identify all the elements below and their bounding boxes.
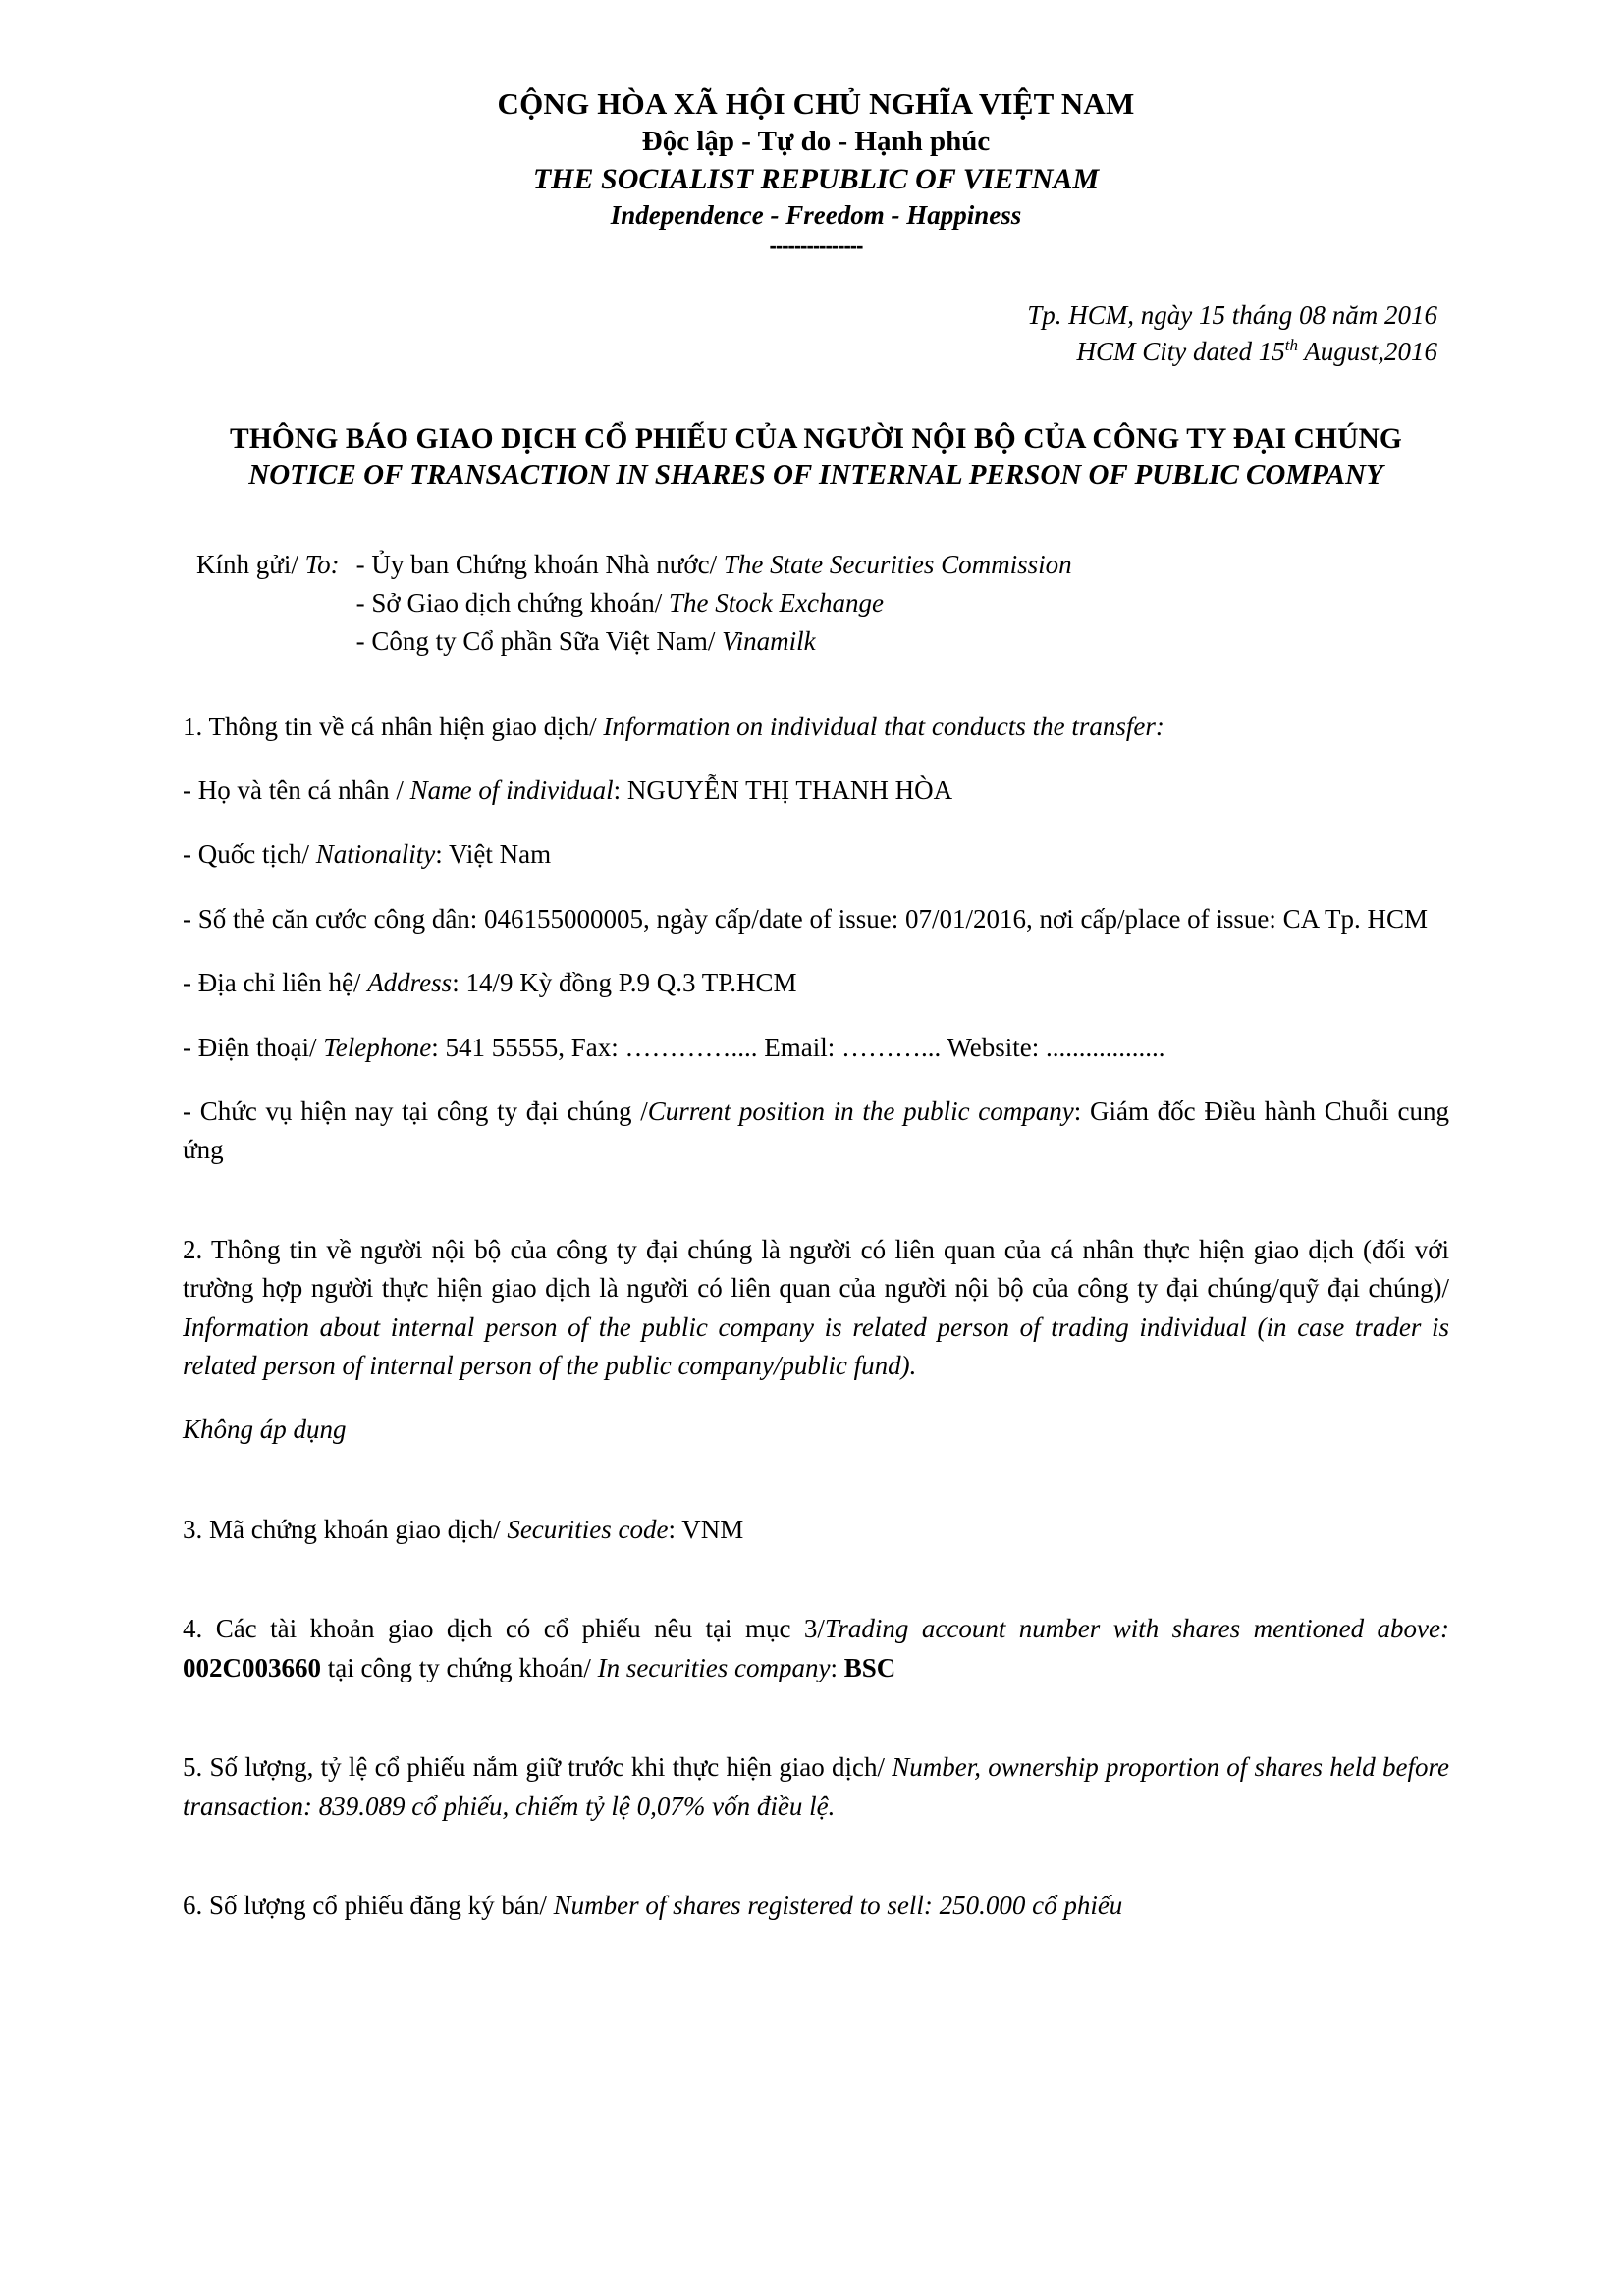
address-value: : 14/9 Kỳ đồng P.9 Q.3 TP.HCM <box>452 968 797 998</box>
recipients-row <box>196 546 1449 661</box>
recipients-label-en: To: <box>298 549 340 579</box>
individual-name-label-vi: - Họ và tên cá nhân / <box>183 775 410 805</box>
recipient-en: The Stock Exchange <box>669 587 884 617</box>
section-2-text <box>183 1231 1449 1386</box>
nationality-label-vi: - Quốc tịch/ <box>183 839 316 870</box>
date-en-prefix: HCM City dated 15 <box>1076 336 1285 366</box>
nationality-line <box>183 835 1449 874</box>
header-divider: --------------- <box>769 233 863 258</box>
section-1-heading-en: Information on individual that conducts the transfer: <box>603 711 1164 741</box>
section-6-shares-registered <box>183 1887 1449 1925</box>
id-card-line: - Số thẻ căn cước công dân: 046155000005, ngày cấp/date of issue: 07/01/2016, nơi cấp/place of issue: CA Tp. HCM <box>183 903 1428 934</box>
recipient-item <box>356 622 1449 661</box>
country-name-en: THE SOCIALIST REPUBLIC OF VIETNAM <box>532 162 1100 195</box>
section-2-not-applicable: Không áp dụng <box>183 1415 347 1445</box>
position-line <box>183 1093 1449 1170</box>
section-4-trading-account <box>183 1610 1449 1687</box>
title-en: NOTICE OF TRANSACTION IN SHARES OF INTERNAL PERSON OF PUBLIC COMPANY <box>248 459 1383 492</box>
section-5-text-en: Number, ownership proportion of shares held before transaction: 839.089 cổ phiếu, chiếm tỷ lệ 0,07% vốn điều lệ. <box>183 1752 1449 1821</box>
section-6-text-en: Number of shares registered to sell: 250.000 cổ phiếu <box>553 1890 1123 1920</box>
nationality-label-en: Nationality <box>315 839 436 870</box>
recipient-item <box>356 546 1449 584</box>
date-block <box>183 297 1449 369</box>
section-4-securities-company: BSC <box>843 1652 896 1682</box>
section-2-text-en: Information about internal person of the public company is related person of trading individual (in case trader is related person of internal person of the public company/public fund). <box>183 1311 1449 1381</box>
section-4-company-colon: : <box>830 1652 844 1682</box>
telephone-label-en: Telephone <box>323 1032 432 1062</box>
individual-name-value: : NGUYỄN THỊ THANH HÒA <box>613 775 953 805</box>
country-name-vi: CỘNG HÒA XÃ HỘI CHỦ NGHĨA VIỆT NAM <box>497 86 1135 121</box>
date-en-ordinal: th <box>1284 335 1298 354</box>
document-content <box>183 0 1449 1950</box>
telephone-value: : 541 55555, Fax: ………….... Email: ………... Website: .................. <box>431 1032 1165 1062</box>
telephone-label-vi: - Điện thoại/ <box>183 1032 324 1062</box>
section-5-text-vi: 5. Số lượng, tỷ lệ cổ phiếu nắm giữ trước khi thực hiện giao dịch/ <box>183 1752 893 1783</box>
recipient-vi: - Công ty Cổ phần Sữa Việt Nam/ <box>355 625 723 656</box>
address-label-en: Address <box>367 968 453 998</box>
position-value: : Giám đốc Điều hành Chuỗi cung ứng <box>183 1096 1449 1165</box>
section-3-label-vi: 3. Mã chứng khoán giao dịch/ <box>183 1514 508 1544</box>
nationality-value: : Việt Nam <box>435 839 552 870</box>
section-4-mid-vi: tại công ty chứng khoán/ <box>321 1652 598 1682</box>
position-label-vi: - Chức vụ hiện nay tại công ty đại chúng / <box>183 1096 648 1127</box>
telephone-line <box>183 1029 1449 1067</box>
section-4-text-vi: 4. Các tài khoản giao dịch có cổ phiếu nêu tại mục 3/ <box>183 1614 825 1644</box>
national-motto-en: Independence - Freedom - Happiness <box>610 199 1022 230</box>
section-1-heading-vi: 1. Thông tin về cá nhân hiện giao dịch/ <box>183 711 604 741</box>
recipients-label <box>196 546 356 661</box>
national-header <box>183 84 1449 258</box>
recipient-vi: - Sở Giao dịch chứng khoán/ <box>355 587 670 617</box>
title-vi: THÔNG BÁO GIAO DỊCH CỔ PHIẾU CỦA NGƯỜI NỘI BỘ CỦA CÔNG TY ĐẠI CHÚNG <box>230 422 1402 454</box>
section-4-account-number: 002C003660 <box>183 1652 321 1682</box>
recipients-label-vi: Kính gửi/ <box>196 549 298 579</box>
address-label-vi: - Địa chỉ liên hệ/ <box>183 968 368 998</box>
recipient-en: The State Securities Commission <box>723 549 1072 579</box>
section-4-colon: : <box>1440 1614 1449 1644</box>
recipients-list <box>356 546 1449 661</box>
date-line-en <box>183 334 1437 369</box>
document-title <box>183 420 1449 495</box>
section-3-securities-code <box>183 1511 1449 1549</box>
recipient-vi: - Ủy ban Chứng khoán Nhà nước/ <box>355 549 724 579</box>
position-label-en: Current position in the public company <box>647 1096 1074 1127</box>
section-1-heading <box>183 708 1449 746</box>
recipient-en: Vinamilk <box>722 625 816 656</box>
section-4-mid-en: In securities company <box>597 1652 831 1682</box>
section-6-text-vi: 6. Số lượng cổ phiếu đăng ký bán/ <box>183 1890 554 1920</box>
date-line-vi: Tp. HCM, ngày 15 tháng 08 năm 2016 <box>1027 300 1437 331</box>
recipients-block <box>183 546 1449 661</box>
individual-name-label-en: Name of individual <box>409 775 614 805</box>
section-5-shares-before <box>183 1748 1449 1826</box>
section-4-text-en: Trading account number with shares mentioned above <box>824 1614 1440 1644</box>
national-motto-vi: Độc lập - Tự do - Hạnh phúc <box>641 125 991 157</box>
recipient-item <box>356 584 1449 622</box>
document-body <box>183 708 1449 1926</box>
individual-name-line <box>183 772 1449 810</box>
section-3-label-en: Securities code <box>507 1514 669 1544</box>
address-line <box>183 964 1449 1002</box>
date-en-suffix: August,2016 <box>1297 336 1437 366</box>
section-3-value: : VNM <box>668 1514 744 1544</box>
section-2-text-vi: 2. Thông tin về người nội bộ của công ty đại chúng là người có liên quan của cá nhân thực hiện giao dịch (đối với trường hợp người thực hiện giao dịch là người có liên quan của người nội bộ của công ty đại chúng/quỹ đại chúng)/ <box>183 1234 1449 1304</box>
